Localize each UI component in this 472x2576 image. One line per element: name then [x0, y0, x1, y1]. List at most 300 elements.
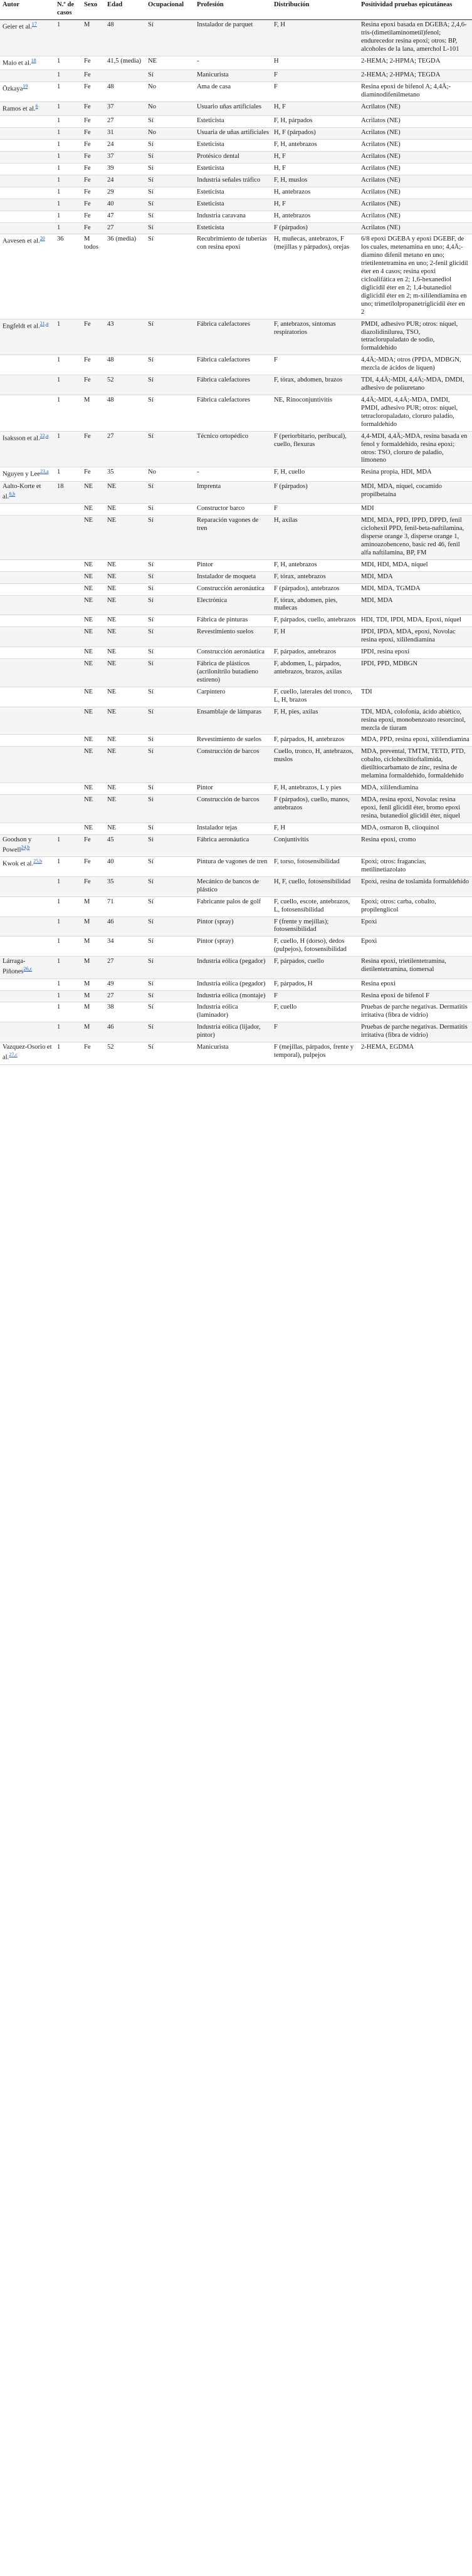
- cell-positividad: Acrilatos (NE): [359, 175, 472, 187]
- cell-positividad: Pruebas de parche negativas. Dermatitis irritativa (fibra de vidrio): [359, 1002, 472, 1022]
- cell-positividad: Acrilatos (NE): [359, 187, 472, 199]
- cell-autor: [0, 81, 55, 101]
- cell-n-casos: [55, 794, 81, 823]
- cell-sexo: M: [81, 979, 105, 990]
- cell-n-casos: 1: [55, 101, 81, 115]
- cell-autor: [0, 187, 55, 199]
- cell-n-casos: 1: [55, 116, 81, 128]
- cell-edad: 48: [105, 19, 145, 56]
- cell-profesion: Revestimiento de suelos: [194, 735, 271, 747]
- cell-sexo: NE: [81, 481, 105, 503]
- cell-n-casos: 1: [55, 355, 81, 375]
- cell-sexo: M: [81, 395, 105, 432]
- cell-distribucion: F (párpados): [271, 222, 359, 234]
- cell-edad: NE: [105, 707, 145, 735]
- reference-link[interactable]: 8,b: [9, 491, 16, 497]
- table-row: [0, 571, 472, 583]
- reference-link[interactable]: 26,c: [23, 966, 33, 972]
- cell-profesion: -: [194, 467, 271, 481]
- cell-edad: 27: [105, 431, 145, 467]
- cell-ocupacional: Sí: [145, 595, 194, 615]
- cell-profesion: Construcción aeronáutica: [194, 647, 271, 659]
- cell-sexo: NE: [81, 659, 105, 687]
- cell-sexo: M todos: [81, 234, 105, 319]
- cell-edad: NE: [105, 687, 145, 707]
- cell-autor: [0, 19, 55, 56]
- reference-link[interactable]: 24,b: [21, 844, 30, 850]
- header-profesion: Profesión: [194, 0, 271, 19]
- cell-positividad: 2-HEMA, EGDMA: [359, 1042, 472, 1064]
- cell-sexo: M: [81, 917, 105, 937]
- cell-distribucion: F: [271, 990, 359, 1002]
- cell-edad: 37: [105, 101, 145, 115]
- table-row: [0, 19, 472, 56]
- cell-profesion: Esteticista: [194, 163, 271, 175]
- cell-edad: NE: [105, 747, 145, 783]
- cell-positividad: 2-HEMA; 2-HPMA; TEGDA: [359, 56, 472, 70]
- cell-distribucion: F (frente y mejillas); fotosensibilidad: [271, 917, 359, 937]
- cell-autor: [0, 979, 55, 990]
- cell-sexo: Fe: [81, 128, 105, 140]
- cell-profesion: Instalador tejas: [194, 823, 271, 834]
- cell-edad: 27: [105, 116, 145, 128]
- table-row: [0, 823, 472, 834]
- cell-profesion: Fábrica calefactores: [194, 319, 271, 355]
- cell-distribucion: F, H, muslos: [271, 175, 359, 187]
- cell-ocupacional: Sí: [145, 375, 194, 395]
- cell-sexo: M: [81, 1022, 105, 1042]
- cell-n-casos: 1: [55, 917, 81, 937]
- cell-distribucion: F, H, antebrazos: [271, 140, 359, 152]
- cell-ocupacional: Sí: [145, 917, 194, 937]
- table-body: [0, 19, 472, 1064]
- cell-autor: [0, 163, 55, 175]
- cell-autor: [0, 735, 55, 747]
- cell-positividad: Resina epoxi de bifenol A; 4,4Ä;-diaminodifenilmetano: [359, 81, 472, 101]
- table-row: [0, 101, 472, 115]
- table-row: [0, 187, 472, 199]
- cell-n-casos: [55, 747, 81, 783]
- cell-n-casos: [55, 559, 81, 571]
- cell-edad: NE: [105, 794, 145, 823]
- cell-sexo: Fe: [81, 431, 105, 467]
- cell-profesion: Industria eólica (pegador): [194, 957, 271, 979]
- cell-positividad: Resina epoxi de bifenol F: [359, 990, 472, 1002]
- cell-positividad: PMDI, adhesivo PUR; otros: níquel, diazolidinilurea, TSO, tetraclorupaladato de sodio, formaldehído: [359, 319, 472, 355]
- cell-positividad: MDI, MDA: [359, 595, 472, 615]
- cell-positividad: Acrilatos (NE): [359, 199, 472, 210]
- cell-distribucion: F: [271, 81, 359, 101]
- cell-distribucion: H, F: [271, 101, 359, 115]
- cell-profesion: Ensamblaje de lámparas: [194, 707, 271, 735]
- cell-profesion: Esteticista: [194, 187, 271, 199]
- cell-n-casos: 1: [55, 163, 81, 175]
- cell-sexo: Fe: [81, 163, 105, 175]
- cell-autor: [0, 783, 55, 795]
- author-name: Ramos et al.: [3, 105, 36, 113]
- table-row: [0, 516, 472, 560]
- table-header: [0, 0, 472, 19]
- cell-ocupacional: Sí: [145, 979, 194, 990]
- cell-ocupacional: No: [145, 101, 194, 115]
- cell-ocupacional: Sí: [145, 1002, 194, 1022]
- cell-distribucion: F (párpados), cuello, manos, antebrazos: [271, 794, 359, 823]
- cell-profesion: Protésico dental: [194, 151, 271, 163]
- table-row: [0, 1042, 472, 1064]
- author-name: Nguyen y Lee: [3, 470, 41, 478]
- cell-profesion: Construcción aeronáutica: [194, 583, 271, 595]
- cell-edad: 48: [105, 355, 145, 375]
- cell-edad: NE: [105, 481, 145, 503]
- cell-autor: [0, 210, 55, 222]
- cell-sexo: Fe: [81, 140, 105, 152]
- table-row: [0, 990, 472, 1002]
- cell-n-casos: 1: [55, 128, 81, 140]
- cell-sexo: Fe: [81, 1042, 105, 1064]
- header-edad: Edad: [105, 0, 145, 19]
- cell-n-casos: [55, 647, 81, 659]
- cell-distribucion: F: [271, 1022, 359, 1042]
- cell-ocupacional: Sí: [145, 876, 194, 896]
- cell-positividad: MDI: [359, 504, 472, 516]
- cell-profesion: Electrónica: [194, 595, 271, 615]
- cell-ocupacional: Sí: [145, 559, 194, 571]
- cell-autor: [0, 615, 55, 627]
- cell-profesion: Industria señales tráfico: [194, 175, 271, 187]
- cell-edad: 35: [105, 467, 145, 481]
- cell-profesion: Ama de casa: [194, 81, 271, 101]
- cell-distribucion: F, párpados, cuello: [271, 957, 359, 979]
- table-row: [0, 355, 472, 375]
- cell-distribucion: F: [271, 504, 359, 516]
- reference-link[interactable]: 20: [39, 236, 45, 242]
- table-row: [0, 559, 472, 571]
- cell-positividad: Epoxi; otros: fragancias, metilinetiazolato: [359, 857, 472, 877]
- cell-profesion: Industria eólica (lijador, pintor): [194, 1022, 271, 1042]
- cell-ocupacional: Sí: [145, 1022, 194, 1042]
- cell-ocupacional: Sí: [145, 794, 194, 823]
- cell-profesion: Fábrica de plásticos (acrilonitrilo butadieno estireno): [194, 659, 271, 687]
- table-row: [0, 834, 472, 856]
- cell-distribucion: F, H: [271, 627, 359, 647]
- cell-positividad: Acrilatos (NE): [359, 101, 472, 115]
- cell-ocupacional: Sí: [145, 116, 194, 128]
- cell-edad: 45: [105, 834, 145, 856]
- reference-link[interactable]: 18: [31, 57, 36, 63]
- cell-n-casos: 1: [55, 140, 81, 152]
- cell-edad: NE: [105, 735, 145, 747]
- cell-distribucion: F, H: [271, 823, 359, 834]
- table-row: [0, 687, 472, 707]
- cell-distribucion: F, abdomen, L, párpados, antebrazos, brazos, axilas: [271, 659, 359, 687]
- cell-distribucion: H, F (párpados): [271, 128, 359, 140]
- cell-autor: [0, 823, 55, 834]
- header-autor: Autor: [0, 0, 55, 19]
- cell-distribucion: F, torso, fotosensibilidad: [271, 857, 359, 877]
- cell-profesion: Esteticista: [194, 116, 271, 128]
- cell-positividad: MDA, prevental, TMTM, TETD, PTD, cobalto, ciclohexiltioftalimida, dietiltiocarbamato de zinc, resina de melamina formaldehído, formaldehído: [359, 747, 472, 783]
- cell-n-casos: 18: [55, 481, 81, 503]
- cell-edad: NE: [105, 595, 145, 615]
- cell-ocupacional: Sí: [145, 583, 194, 595]
- cell-autor: [0, 116, 55, 128]
- cell-ocupacional: Sí: [145, 163, 194, 175]
- cell-positividad: MDI, MDA, PPD, IPPD, DPPD, fenil ciclohexil PPD, fenil-beta-naftilamina, disperse orange 3, disperse orange 1, aminoazobenceno, basic red 46, fenil alfa naftilamina, BP, FM: [359, 516, 472, 560]
- cell-sexo: M: [81, 896, 105, 917]
- cell-positividad: TDI: [359, 687, 472, 707]
- cell-distribucion: F, tórax, abdomen, brazos: [271, 375, 359, 395]
- cell-distribucion: F, párpados, cuello, antebrazos: [271, 615, 359, 627]
- table-row: [0, 151, 472, 163]
- cell-edad: 48: [105, 81, 145, 101]
- cell-sexo: Fe: [81, 56, 105, 70]
- table-row: [0, 1002, 472, 1022]
- header-positividad: Positividad pruebas epicutáneas: [359, 0, 472, 19]
- table-row: [0, 481, 472, 503]
- cell-distribucion: F, cuello, H (dorso), dedos (pulpejos), fotosensibilidad: [271, 937, 359, 957]
- cell-distribucion: F, H, antebrazos, L y pies: [271, 783, 359, 795]
- author-name: Isaksson et al.: [3, 435, 40, 442]
- cell-ocupacional: Sí: [145, 957, 194, 979]
- author-name: Geier et al.: [3, 23, 32, 31]
- cell-positividad: Resina epoxi: [359, 979, 472, 990]
- reference-link[interactable]: 22,a: [39, 432, 49, 439]
- cell-n-casos: 1: [55, 1022, 81, 1042]
- cell-edad: 34: [105, 937, 145, 957]
- table-row: [0, 163, 472, 175]
- cell-profesion: Usuaria de uñas artificiales: [194, 128, 271, 140]
- header-ocupacional: Ocupacional: [145, 0, 194, 19]
- cell-profesion: Instalador de parquet: [194, 19, 271, 56]
- table-row: [0, 431, 472, 467]
- cell-distribucion: F (párpados): [271, 481, 359, 503]
- cell-distribucion: F, tórax, abdomen, pies, muñecas: [271, 595, 359, 615]
- cell-ocupacional: Sí: [145, 222, 194, 234]
- reference-link[interactable]: 25,b: [33, 858, 43, 865]
- table-row: [0, 876, 472, 896]
- cell-n-casos: 1: [55, 375, 81, 395]
- table-row: [0, 199, 472, 210]
- cell-n-casos: 1: [55, 896, 81, 917]
- cell-sexo: Fe: [81, 210, 105, 222]
- cell-sexo: NE: [81, 504, 105, 516]
- cell-n-casos: [55, 571, 81, 583]
- cell-ocupacional: Sí: [145, 175, 194, 187]
- reference-link[interactable]: 6: [35, 103, 38, 109]
- cell-edad: 24: [105, 140, 145, 152]
- cell-sexo: Fe: [81, 199, 105, 210]
- cell-autor: [0, 222, 55, 234]
- cell-positividad: Resina propia, HDI, MDA: [359, 467, 472, 481]
- cell-ocupacional: Sí: [145, 187, 194, 199]
- cell-n-casos: [55, 735, 81, 747]
- cell-autor: [0, 481, 55, 503]
- author-name: Lárraga-Piñones: [3, 958, 26, 975]
- cell-n-casos: 1: [55, 1042, 81, 1064]
- reference-link[interactable]: 23,a: [40, 469, 49, 475]
- cell-ocupacional: Sí: [145, 857, 194, 877]
- cell-positividad: Resina epoxi, trietilentetramina, dietilentetramina, tiomersal: [359, 957, 472, 979]
- table-row: [0, 979, 472, 990]
- cell-autor: [0, 794, 55, 823]
- cell-distribucion: F, tórax, antebrazos: [271, 571, 359, 583]
- cell-ocupacional: Sí: [145, 199, 194, 210]
- table-row: [0, 375, 472, 395]
- author-name: Özkaya: [3, 85, 23, 93]
- cell-positividad: HDI, TDI, IPDI, MDA, Epoxi, níquel: [359, 615, 472, 627]
- cell-sexo: NE: [81, 583, 105, 595]
- cell-ocupacional: No: [145, 128, 194, 140]
- cell-autor: [0, 937, 55, 957]
- reference-link[interactable]: 27,c: [9, 1052, 18, 1058]
- cell-edad: NE: [105, 823, 145, 834]
- cell-sexo: NE: [81, 794, 105, 823]
- cell-ocupacional: Sí: [145, 481, 194, 503]
- cell-positividad: MDI, MDA: [359, 571, 472, 583]
- cell-distribucion: H, F: [271, 199, 359, 210]
- cell-profesion: Fábrica calefactores: [194, 355, 271, 375]
- cell-distribucion: F, párpados, antebrazos: [271, 647, 359, 659]
- cell-autor: [0, 876, 55, 896]
- cell-positividad: MDA, osmaron B, clioquinol: [359, 823, 472, 834]
- cell-distribucion: F: [271, 355, 359, 375]
- cell-autor: [0, 504, 55, 516]
- cell-autor: [0, 516, 55, 560]
- cell-ocupacional: Sí: [145, 707, 194, 735]
- cell-n-casos: 1: [55, 187, 81, 199]
- cell-sexo: NE: [81, 559, 105, 571]
- cell-sexo: Fe: [81, 876, 105, 896]
- cell-distribucion: F: [271, 70, 359, 81]
- cell-profesion: Industria eólica (pegador): [194, 979, 271, 990]
- cell-ocupacional: Sí: [145, 735, 194, 747]
- cell-n-casos: 1: [55, 1002, 81, 1022]
- cell-distribucion: F, H, cuello: [271, 467, 359, 481]
- cell-n-casos: 1: [55, 990, 81, 1002]
- cell-autor: [0, 571, 55, 583]
- cell-edad: 27: [105, 957, 145, 979]
- cell-ocupacional: Sí: [145, 234, 194, 319]
- cell-edad: NE: [105, 627, 145, 647]
- cell-sexo: Fe: [81, 151, 105, 163]
- cell-distribucion: Conjuntivitis: [271, 834, 359, 856]
- cell-autor: [0, 355, 55, 375]
- cell-n-casos: 1: [55, 222, 81, 234]
- reference-link[interactable]: 19: [23, 83, 28, 89]
- cell-edad: 43: [105, 319, 145, 355]
- cell-positividad: Acrilatos (NE): [359, 116, 472, 128]
- cell-sexo: NE: [81, 687, 105, 707]
- table-row: [0, 175, 472, 187]
- cell-positividad: MDA, xililendiamina: [359, 783, 472, 795]
- cell-edad: 37: [105, 151, 145, 163]
- cell-autor: [0, 319, 55, 355]
- cell-ocupacional: Sí: [145, 783, 194, 795]
- cell-sexo: Fe: [81, 355, 105, 375]
- table-row: [0, 627, 472, 647]
- cell-autor: [0, 140, 55, 152]
- cell-positividad: Pruebas de parche negativas. Dermatitis irritativa (fibra de vidrio): [359, 1022, 472, 1042]
- cell-profesion: Esteticista: [194, 140, 271, 152]
- cell-n-casos: [55, 627, 81, 647]
- cell-ocupacional: Sí: [145, 571, 194, 583]
- cell-profesion: Imprenta: [194, 481, 271, 503]
- author-name: Engfeldt et al.: [3, 323, 40, 330]
- cell-n-casos: [55, 659, 81, 687]
- reference-link[interactable]: 17: [31, 21, 37, 27]
- cell-positividad: MDI, MDA, níquel, cocamido propilbetaína: [359, 481, 472, 503]
- cell-edad: NE: [105, 559, 145, 571]
- cell-sexo: Fe: [81, 222, 105, 234]
- cell-n-casos: [55, 583, 81, 595]
- cell-distribucion: F, H, pies, axilas: [271, 707, 359, 735]
- cell-positividad: Acrilatos (NE): [359, 151, 472, 163]
- cell-profesion: Industria eólica (montaje): [194, 990, 271, 1002]
- table-row: [0, 504, 472, 516]
- header-row: [0, 0, 472, 19]
- cell-edad: NE: [105, 571, 145, 583]
- cell-n-casos: 1: [55, 937, 81, 957]
- cell-sexo: M: [81, 990, 105, 1002]
- cell-positividad: Epoxi: [359, 937, 472, 957]
- reference-link[interactable]: 21,a: [39, 320, 49, 326]
- cell-edad: 29: [105, 187, 145, 199]
- cell-positividad: IPDI, IPDA, MDA, epoxi, Novolac resina epoxi, xililendiamina: [359, 627, 472, 647]
- cell-n-casos: 1: [55, 431, 81, 467]
- table-row: [0, 595, 472, 615]
- cell-n-casos: 1: [55, 175, 81, 187]
- cell-profesion: Fabricante palos de golf: [194, 896, 271, 917]
- cell-ocupacional: Sí: [145, 19, 194, 56]
- cell-profesion: Técnico ortopédico: [194, 431, 271, 467]
- cell-autor: [0, 128, 55, 140]
- cell-autor: [0, 917, 55, 937]
- cell-sexo: Fe: [81, 175, 105, 187]
- cell-ocupacional: Sí: [145, 355, 194, 375]
- cell-autor: [0, 857, 55, 877]
- cell-sexo: NE: [81, 747, 105, 783]
- cell-edad: NE: [105, 516, 145, 560]
- cell-edad: 36 (media): [105, 234, 145, 319]
- cell-ocupacional: Sí: [145, 937, 194, 957]
- cell-profesion: Industria caravana: [194, 210, 271, 222]
- cell-edad: 52: [105, 1042, 145, 1064]
- cell-ocupacional: Sí: [145, 151, 194, 163]
- cell-distribucion: F, cuello, escote, antebrazos, L, fotosensibilidad: [271, 896, 359, 917]
- cell-positividad: Acrilatos (NE): [359, 128, 472, 140]
- cell-profesion: Manicurista: [194, 70, 271, 81]
- cell-distribucion: F, párpados, H, antebrazos: [271, 735, 359, 747]
- cell-sexo: M: [81, 937, 105, 957]
- cell-n-casos: [55, 823, 81, 834]
- cell-sexo: M: [81, 19, 105, 56]
- cell-n-casos: [55, 504, 81, 516]
- cell-ocupacional: Sí: [145, 431, 194, 467]
- cell-ocupacional: Sí: [145, 834, 194, 856]
- cell-sexo: M: [81, 957, 105, 979]
- cell-autor: [0, 375, 55, 395]
- cell-n-casos: [55, 516, 81, 560]
- cell-profesion: Fábrica calefactores: [194, 395, 271, 432]
- cell-sexo: Fe: [81, 70, 105, 81]
- cell-sexo: NE: [81, 615, 105, 627]
- cell-autor: [0, 896, 55, 917]
- cell-positividad: 4,4Ä;-MDI, 4,4Ä;-MDA, DMDI, PMDI, adhesivo PUR; otros: níquel, tetracloropaladato, cloruro paladio, formaldehído: [359, 395, 472, 432]
- cell-n-casos: 1: [55, 876, 81, 896]
- table-row: [0, 917, 472, 937]
- cell-n-casos: 1: [55, 467, 81, 481]
- cell-profesion: Pintor: [194, 783, 271, 795]
